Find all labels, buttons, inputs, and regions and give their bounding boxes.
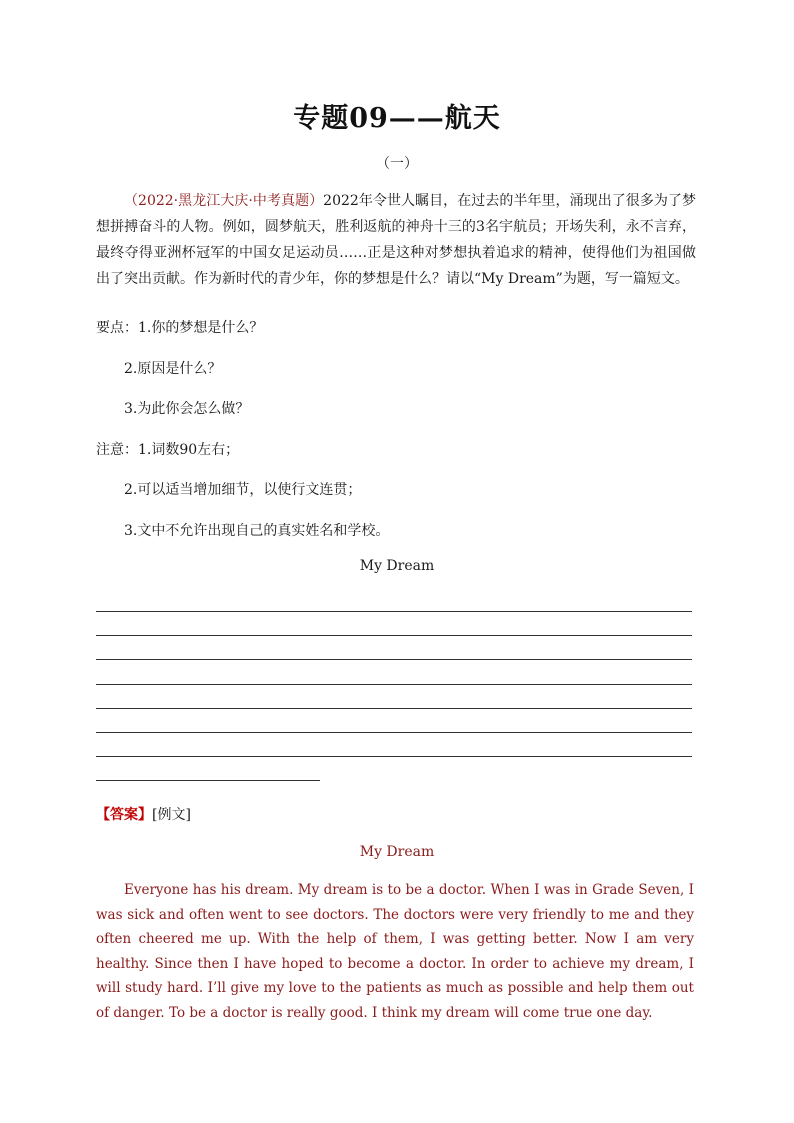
writing-prompt: [96, 188, 696, 292]
answer-header: [96, 804, 191, 824]
key-point-2: 2.原因是什么？: [124, 361, 222, 377]
answer-line: [96, 659, 692, 660]
notes-label: 注意：: [96, 442, 138, 458]
answer-line: [96, 708, 692, 709]
question-source: （2022·黑龙江大庆·中考真题）: [124, 193, 324, 209]
answer-tag: 【答案】: [96, 807, 152, 823]
answer-line: [96, 756, 692, 757]
note-1: 注意：1.词数90左右；: [96, 442, 240, 458]
key-points-label: 要点：: [96, 320, 138, 336]
page-title: 专题09——航天: [293, 103, 501, 134]
prompt-body: 2022年令世人瞩目，在过去的半年里，涌现出了很多为了梦想拼搏奋斗的人物。例如，圆梦航天，胜利返航的神舟十三的3名宇航员；开场失利，永不言弃，最终夺得亚洲杯冠军的中国女足运动员……正是这种对梦想执着追求的精神，使得他们为祖国做出了突出贡献。作为新时代的青少年，你的梦想是什么？请以“My Dream”为题，写一篇短文。: [96, 193, 696, 287]
key-point-1: 要点：1.你的梦想是什么？: [96, 320, 264, 336]
answer-line: [96, 611, 692, 612]
answer-type: [例文]: [152, 807, 191, 823]
answer-line: [96, 732, 692, 733]
note-2: 2.可以适当增加细节，以使行文连贯；: [124, 482, 362, 498]
answer-line: [96, 684, 692, 685]
key-point-3: 3.为此你会怎么做？: [124, 401, 250, 417]
section-number: （一）: [376, 156, 418, 172]
writing-title: My Dream: [359, 558, 435, 574]
essay-title: My Dream: [359, 844, 435, 860]
answer-line: [96, 635, 692, 636]
answer-line-short: [96, 780, 320, 781]
sample-essay: Everyone has his dream. My dream is to be a doctor. When I was in Grade Seven, I was sick and often went to see doctors. The doctors were very friendly to me and they often cheered me up. With the help of them, I was getting better. Now I am very healthy. Since then I have hoped to become a doctor. In order to achieve my dream, I will study hard. I’ll give my love to the patients as much as possible and help them out of danger. To be a doctor is really good. I think my dream will come true one day.: [96, 882, 694, 1021]
note-3: 3.文中不允许出现自己的真实姓名和学校。: [124, 523, 390, 539]
